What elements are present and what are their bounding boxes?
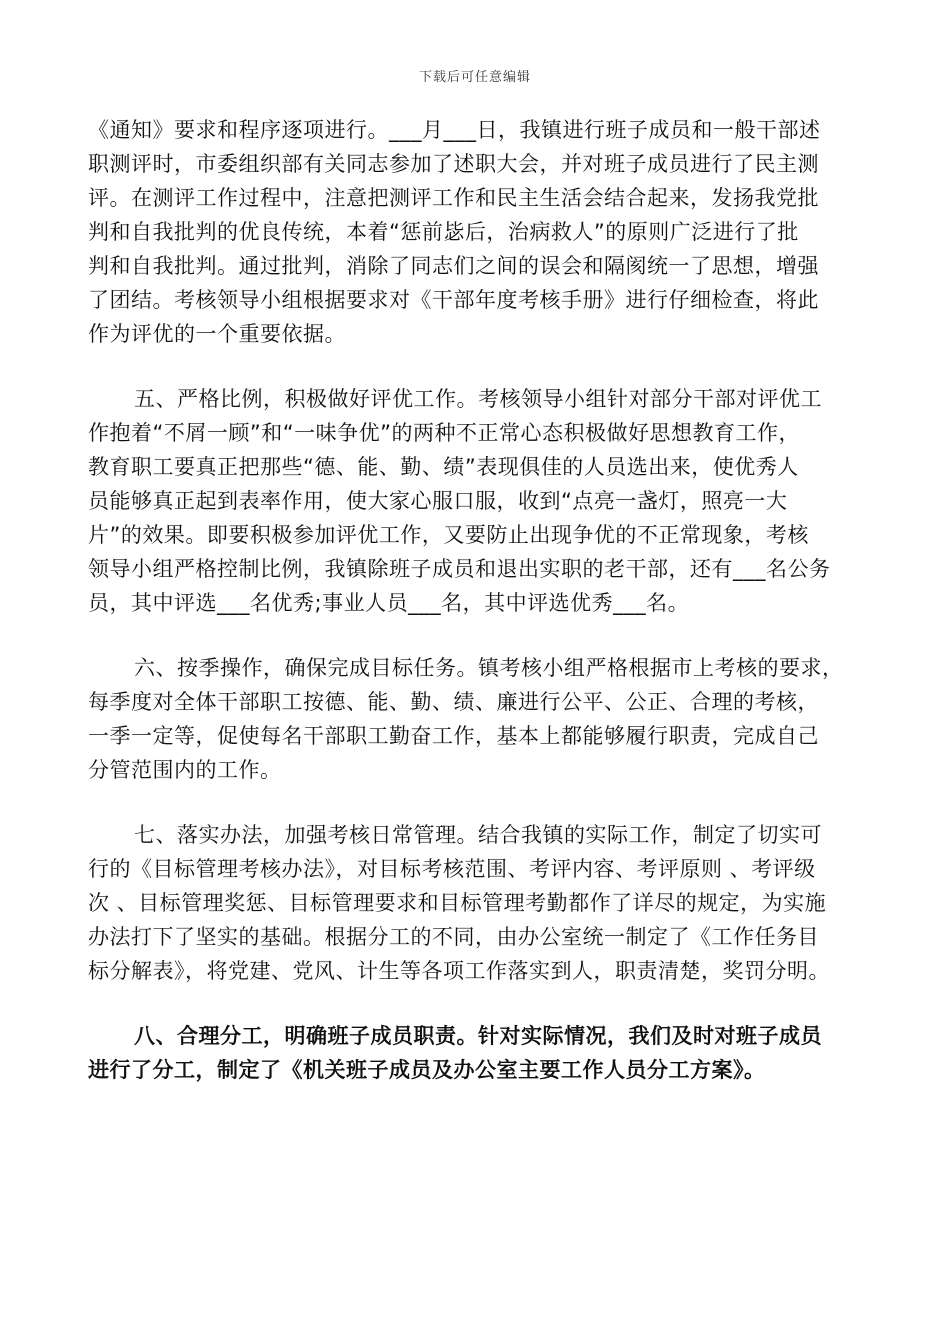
page-header: 下载后可任意编辑	[418, 70, 531, 85]
document-body	[88, 113, 864, 1087]
paragraph-gap	[88, 787, 864, 818]
paragraph-gap	[88, 988, 864, 1019]
paragraph-section-8: 八、合理分工，明确班子成员职责。针对实际情况，我们及时对班子成员 进行了分工，制定了《机关班子成员及办公室主要工作人员分工方案》。	[88, 1024, 822, 1082]
paragraph-section-7: 七、落实办法，加强考核日常管理。结合我镇的实际工作，制定了切实可 行的《目标管理考核办法》，对目标考核范围、考评内容、考评原则 、考评级 次 、目标管理奖惩、目标管理要求和目标管理考勤都作了详尽的规定，为实施 办法打下了坚实的基础。根据分工的不同，由办公室统一制定了《工作任务目 标分解表》，将党建、党风、计生等各项工作落实到人，职责清楚，奖罚分明。	[88, 823, 830, 983]
paragraph-section-6: 六、按季操作，确保完成目标任务。镇考核小组严格根据市上考核的要求， 每季度对全体干部职工按德、能、勤、绩、廉进行公平、公正、合理的考核， 一季一定等，促使每名干部职工勤奋工作，基本上都能够履行职责，完成自己 分管范围内的工作。	[88, 656, 844, 782]
paragraph-continuation: 《通知》要求和程序逐项进行。___月___日，我镇进行班子成员和一般干部述 职测评时，市委组织部有关同志参加了述职大会，并对班子成员进行了民主测 评。在测评工作过程中，注意把测评工作和民主生活会结合起来，发扬我党批 判和自我批判的优良传统，本着“惩前毖后，治病救人”的原则广泛进行了批 判和自我批判。通过批判，消除了同志们之间的误会和隔阂统一了思想，增强 了团结。考核领导小组根据要求对《干部年度考核手册》进行仔细检查，将此 作为评优的一个重要依据。	[88, 118, 821, 346]
paragraph-gap	[88, 351, 864, 382]
paragraph-gap	[88, 620, 864, 651]
paragraph-section-5: 五、严格比例，积极做好评优工作。考核领导小组针对部分干部对评优工 作抱着“不屑一顾”和“一味争优”的两种不正常心态积极做好思想教育工作， 教育职工要真正把那些“德、能、勤、绩”表现俱佳的人员选出来，使优秀人 员能够真正起到表率作用，使大家心服口服，收到“点亮一盏灯，照亮一大 片”的效果。即要积极参加评优工作，又要防止出现争优的不正常现象，考核 领导小组严格控制比例，我镇除班子成员和退出实职的老干部，还有___名公务 员，其中评选___名优秀;事业人员___名，其中评选优秀___名。	[88, 387, 831, 615]
